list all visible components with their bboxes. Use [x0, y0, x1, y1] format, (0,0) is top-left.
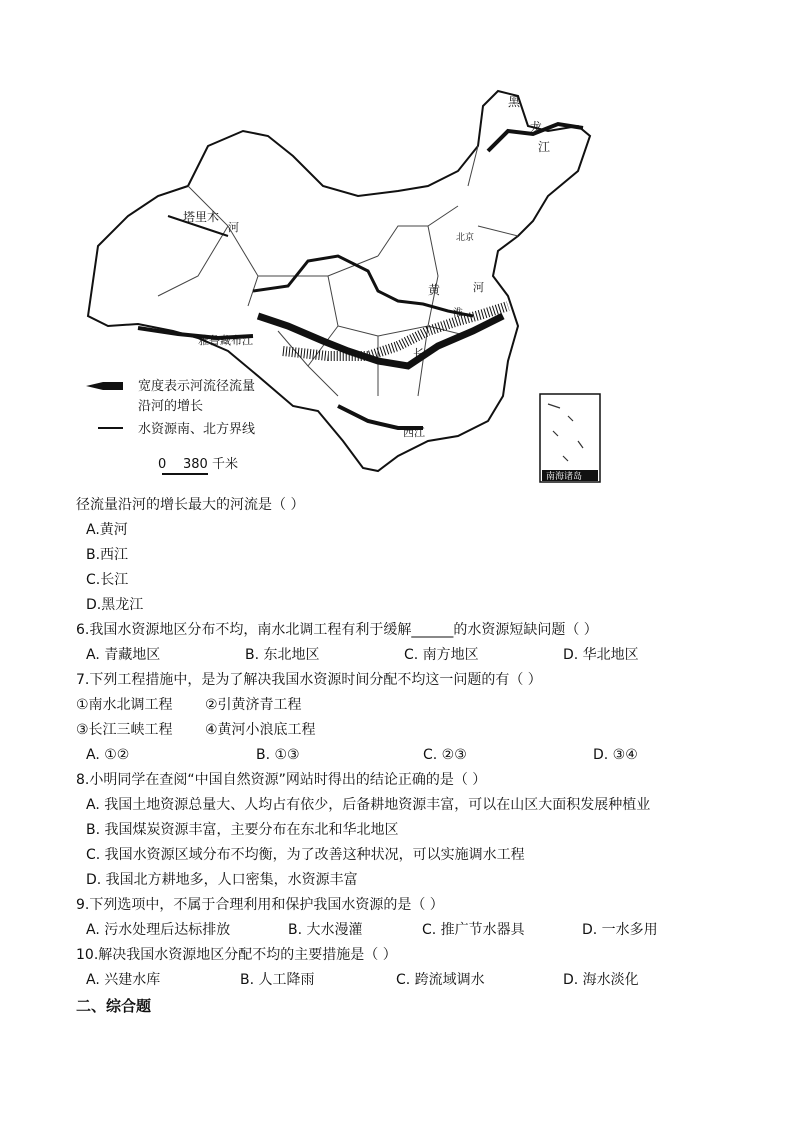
- q7-item-2: ②引黄济青工程: [205, 697, 302, 713]
- q6-option-c[interactable]: C. 南方地区: [404, 647, 479, 663]
- q10-option-c[interactable]: C. 跨流域调水: [396, 972, 485, 988]
- label-yarlung: 雅鲁藏布江: [198, 334, 253, 347]
- q10-stem: 10.解决我国水资源地区分配不均的主要措施是（ ）: [76, 947, 397, 963]
- q10-option-d[interactable]: D. 海水淡化: [563, 972, 639, 988]
- q8-option-b[interactable]: B. 我国煤炭资源丰富，主要分布在东北和华北地区: [86, 822, 399, 838]
- q7-option-c[interactable]: C. ②③: [423, 747, 467, 763]
- q10-option-b[interactable]: B. 人工降雨: [240, 972, 315, 988]
- q6-option-d[interactable]: D. 华北地区: [563, 647, 639, 663]
- china-river-map: [78, 76, 608, 484]
- inset-label: 南海诸岛: [546, 472, 583, 482]
- label-tarim: 塔里木: [183, 210, 220, 224]
- label-changjiang: 长: [413, 347, 426, 361]
- province-lines: [158, 146, 518, 396]
- legend-width-line-1: 宽度表示河流径流量: [138, 379, 256, 394]
- section-title: 二、综合题: [76, 997, 152, 1015]
- q8-option-d[interactable]: D. 我国北方耕地多，人口密集，水资源丰富: [86, 872, 358, 888]
- q7-option-b[interactable]: B. ①③: [256, 747, 300, 763]
- q7-item-4: ④黄河小浪底工程: [205, 722, 316, 738]
- q9-option-b[interactable]: B. 大水漫灌: [288, 922, 363, 938]
- q5-stem: 径流量沿河的增长最大的河流是（ ）: [76, 497, 305, 513]
- legend-river-width-symbol: [86, 382, 123, 390]
- q6-option-b[interactable]: B. 东北地区: [245, 647, 320, 663]
- q8-option-c[interactable]: C. 我国水资源区域分布不均衡，为了改善这种状况，可以实施调水工程: [86, 847, 525, 863]
- label-heilongjiang-1: 黑: [508, 95, 521, 109]
- q7-item-1: ①南水北调工程: [76, 697, 173, 713]
- label-tarim-he: 河: [228, 221, 239, 234]
- q6-option-a[interactable]: A. 青藏地区: [86, 647, 161, 663]
- label-heilongjiang-3: 江: [538, 140, 551, 154]
- q10-option-a[interactable]: A. 兴建水库: [86, 972, 161, 988]
- q8-stem: 8.小明同学在查阅“中国自然资源”网站时得出的结论正确的是（ ）: [76, 772, 487, 788]
- legend-boundary: 水资源南、北方界线: [138, 422, 256, 437]
- label-huai: 淮: [453, 308, 463, 319]
- q7-item-3: ③长江三峡工程: [76, 722, 173, 738]
- q9-option-d[interactable]: D. 一水多用: [582, 922, 658, 938]
- label-beijing: 北京: [456, 233, 475, 243]
- q5-option-b[interactable]: B.西江: [86, 547, 129, 563]
- label-heilongjiang-2: 龙: [530, 120, 543, 134]
- scale-zero: 0: [158, 457, 167, 472]
- q6-stem: 6.我国水资源地区分布不均，南水北调工程有利于缓解______的水资源短缺问题（ ）: [76, 622, 598, 638]
- legend-width-line-2: 沿河的增长: [138, 399, 204, 414]
- q9-option-a[interactable]: A. 污水处理后达标排放: [86, 922, 231, 938]
- scale-value: 380 千米: [183, 457, 238, 472]
- label-huanghe-he: 河: [473, 281, 484, 294]
- q9-stem: 9.下列选项中，不属于合理利用和保护我国水资源的是（ ）: [76, 897, 444, 913]
- q5-option-c[interactable]: C.长江: [86, 572, 129, 588]
- q7-option-d[interactable]: D. ③④: [593, 747, 638, 763]
- q5-option-a[interactable]: A.黄河: [86, 522, 128, 538]
- q7-stem: 7.下列工程措施中，是为了解决我国水资源时间分配不均这一问题的有（ ）: [76, 672, 542, 688]
- map-svg: [78, 76, 608, 484]
- q5-option-d[interactable]: D.黑龙江: [86, 597, 144, 613]
- label-xijiang: 西江: [403, 426, 425, 439]
- label-huanghe: 黄: [428, 283, 441, 297]
- xijiang-river: [338, 406, 423, 428]
- south-sea-inset: [540, 394, 600, 482]
- q7-option-a[interactable]: A. ①②: [86, 747, 130, 763]
- q8-option-a[interactable]: A. 我国土地资源总量大、人均占有依少，后备耕地资源丰富，可以在山区大面积发展种植业: [86, 797, 651, 813]
- map-legend: [86, 378, 255, 474]
- china-outline: [88, 91, 590, 471]
- q9-option-c[interactable]: C. 推广节水器具: [422, 922, 525, 938]
